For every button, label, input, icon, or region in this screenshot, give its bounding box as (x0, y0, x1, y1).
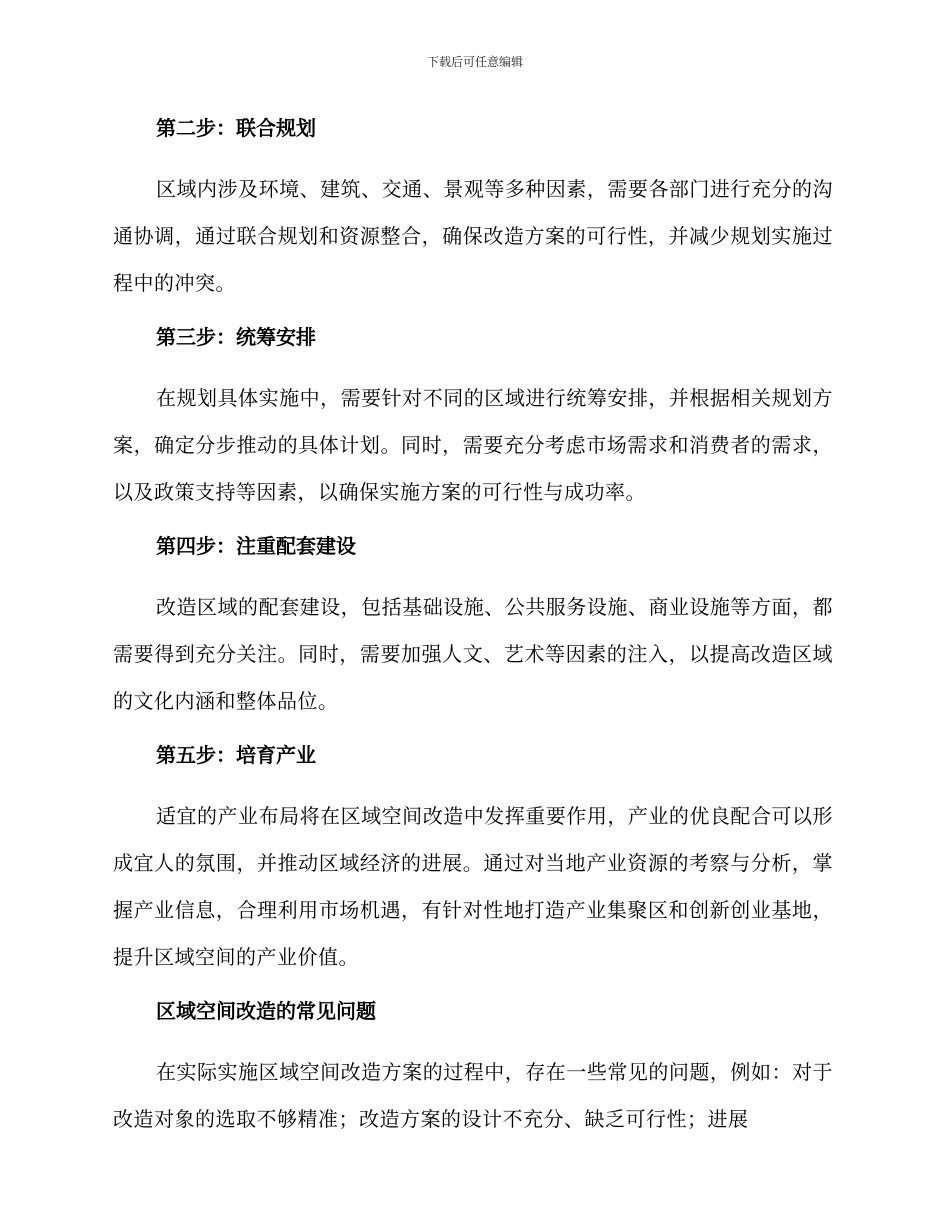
section-paragraph-step-3: 在规划具体实施中，需要针对不同的区域进行统筹安排，并根据相关规划方案，确定分步推动的具体计划。同时，需要充分考虑市场需求和消费者的需求，以及政策支持等因素，以确保实施方案的可行性与成功率。 (113, 386, 833, 504)
section-heading-step-2: 第二步：联合规划 (156, 116, 316, 140)
document-body (113, 112, 833, 1143)
section-paragraph-step-4: 改造区域的配套建设，包括基础设施、公共服务设施、商业设施等方面，都需要得到充分关注。同时，需要加强人文、艺术等因素的注入，以提高改造区域的文化内涵和整体品位。 (113, 595, 833, 713)
section-heading-step-4: 第四步：注重配套建设 (156, 534, 356, 558)
section-paragraph-step-5: 适宜的产业布局将在区域空间改造中发挥重要作用，产业的优良配合可以形成宜人的氛围，并推动区域经济的进展。通过对当地产业资源的考察与分析，掌握产业信息，合理利用市场机遇，有针对性地打造产业集聚区和创新创业基地，提升区域空间的产业价值。 (113, 804, 833, 969)
section-heading-step-5: 第五步：培育产业 (156, 743, 316, 767)
section-paragraph-step-2: 区域内涉及环境、建筑、交通、景观等多种因素，需要各部门进行充分的沟通协调，通过联合规划和资源整合，确保改造方案的可行性，并减少规划实施过程中的冲突。 (113, 177, 833, 295)
page-header: 下载后可任意编辑 (426, 55, 523, 69)
section-heading-step-3: 第三步：统筹安排 (156, 325, 316, 349)
section-paragraph-common-problems: 在实际实施区域空间改造方案的过程中，存在一些常见的问题，例如：对于改造对象的选取不够精准；改造方案的设计不充分、缺乏可行性；进展 (113, 1060, 833, 1131)
section-heading-common-problems: 区域空间改造的常见问题 (156, 999, 376, 1023)
